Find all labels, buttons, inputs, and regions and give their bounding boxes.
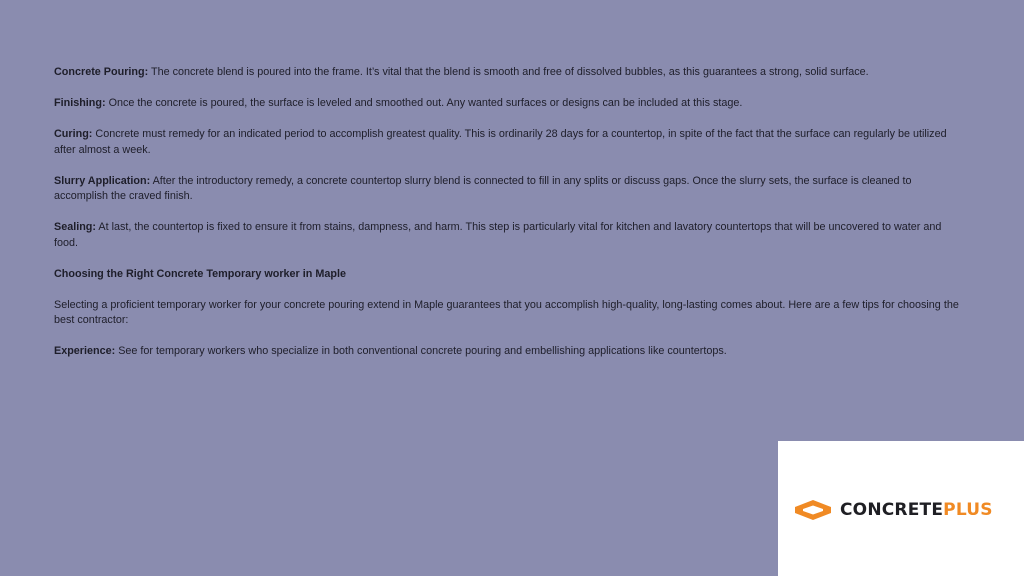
section-intro: Selecting a proficient temporary worker for your concrete pouring extend in Maple guarantees that you accomplish high-quality, long-lasting comes about. Here are a few tips for choosing the best contractor: [54,298,959,326]
paragraph-text: At last, the countertop is fixed to ensure it from stains, dampness, and harm. This step is particularly vital for kitchen and lavatory countertops that will be uncovered to water and food. [54,221,942,249]
paragraph-text: After the introductory remedy, a concrete countertop slurry blend is connected to fill in any splits or discuss gaps. Once the slurry sets, the surface is cleaned to accomplish the craved finish. [54,174,912,202]
paragraph-text: See for temporary workers who specialize in both conventional concrete pouring and embellishing applications like countertops. [115,345,727,357]
paragraph-label: Sealing: [54,221,96,233]
logo-word-concrete: CONCRETE [840,500,944,520]
slide-body [54,65,964,375]
paragraph-text: Concrete must remedy for an indicated period to accomplish greatest quality. This is ordinarily 28 days for a countertop, in spite of the fact that the surface can regularly be utilized after almost a week. [54,128,947,156]
paragraph-finishing [54,96,964,112]
paragraph-label: Slurry Application: [54,174,151,187]
paragraph-slurry-application [54,174,964,205]
brand-logo [792,498,993,522]
paragraph-sealing [54,220,964,251]
paragraph-label: Curing: [54,128,93,140]
house-outline-icon [792,498,834,522]
section-heading: Choosing the Right Concrete Temporary worker in Maple [54,267,346,280]
paragraph-label: Experience: [54,345,116,357]
paragraph-label: Finishing: [54,97,106,109]
logo-panel [778,441,1024,576]
paragraph-experience [54,344,964,360]
paragraph-curing [54,127,964,158]
paragraph-concrete-pouring [54,65,964,81]
paragraph-text: Once the concrete is poured, the surface is leveled and smoothed out. Any wanted surfaces or designs can be included at this stage. [105,97,743,109]
logo-wordmark [840,498,993,522]
paragraph-text: The concrete blend is poured into the frame. It’s vital that the blend is smooth and free of dissolved bubbles, as this guarantees a strong, solid surface. [148,66,869,78]
paragraph-label: Concrete Pouring: [54,66,149,78]
logo-word-plus: PLUS [943,500,993,520]
